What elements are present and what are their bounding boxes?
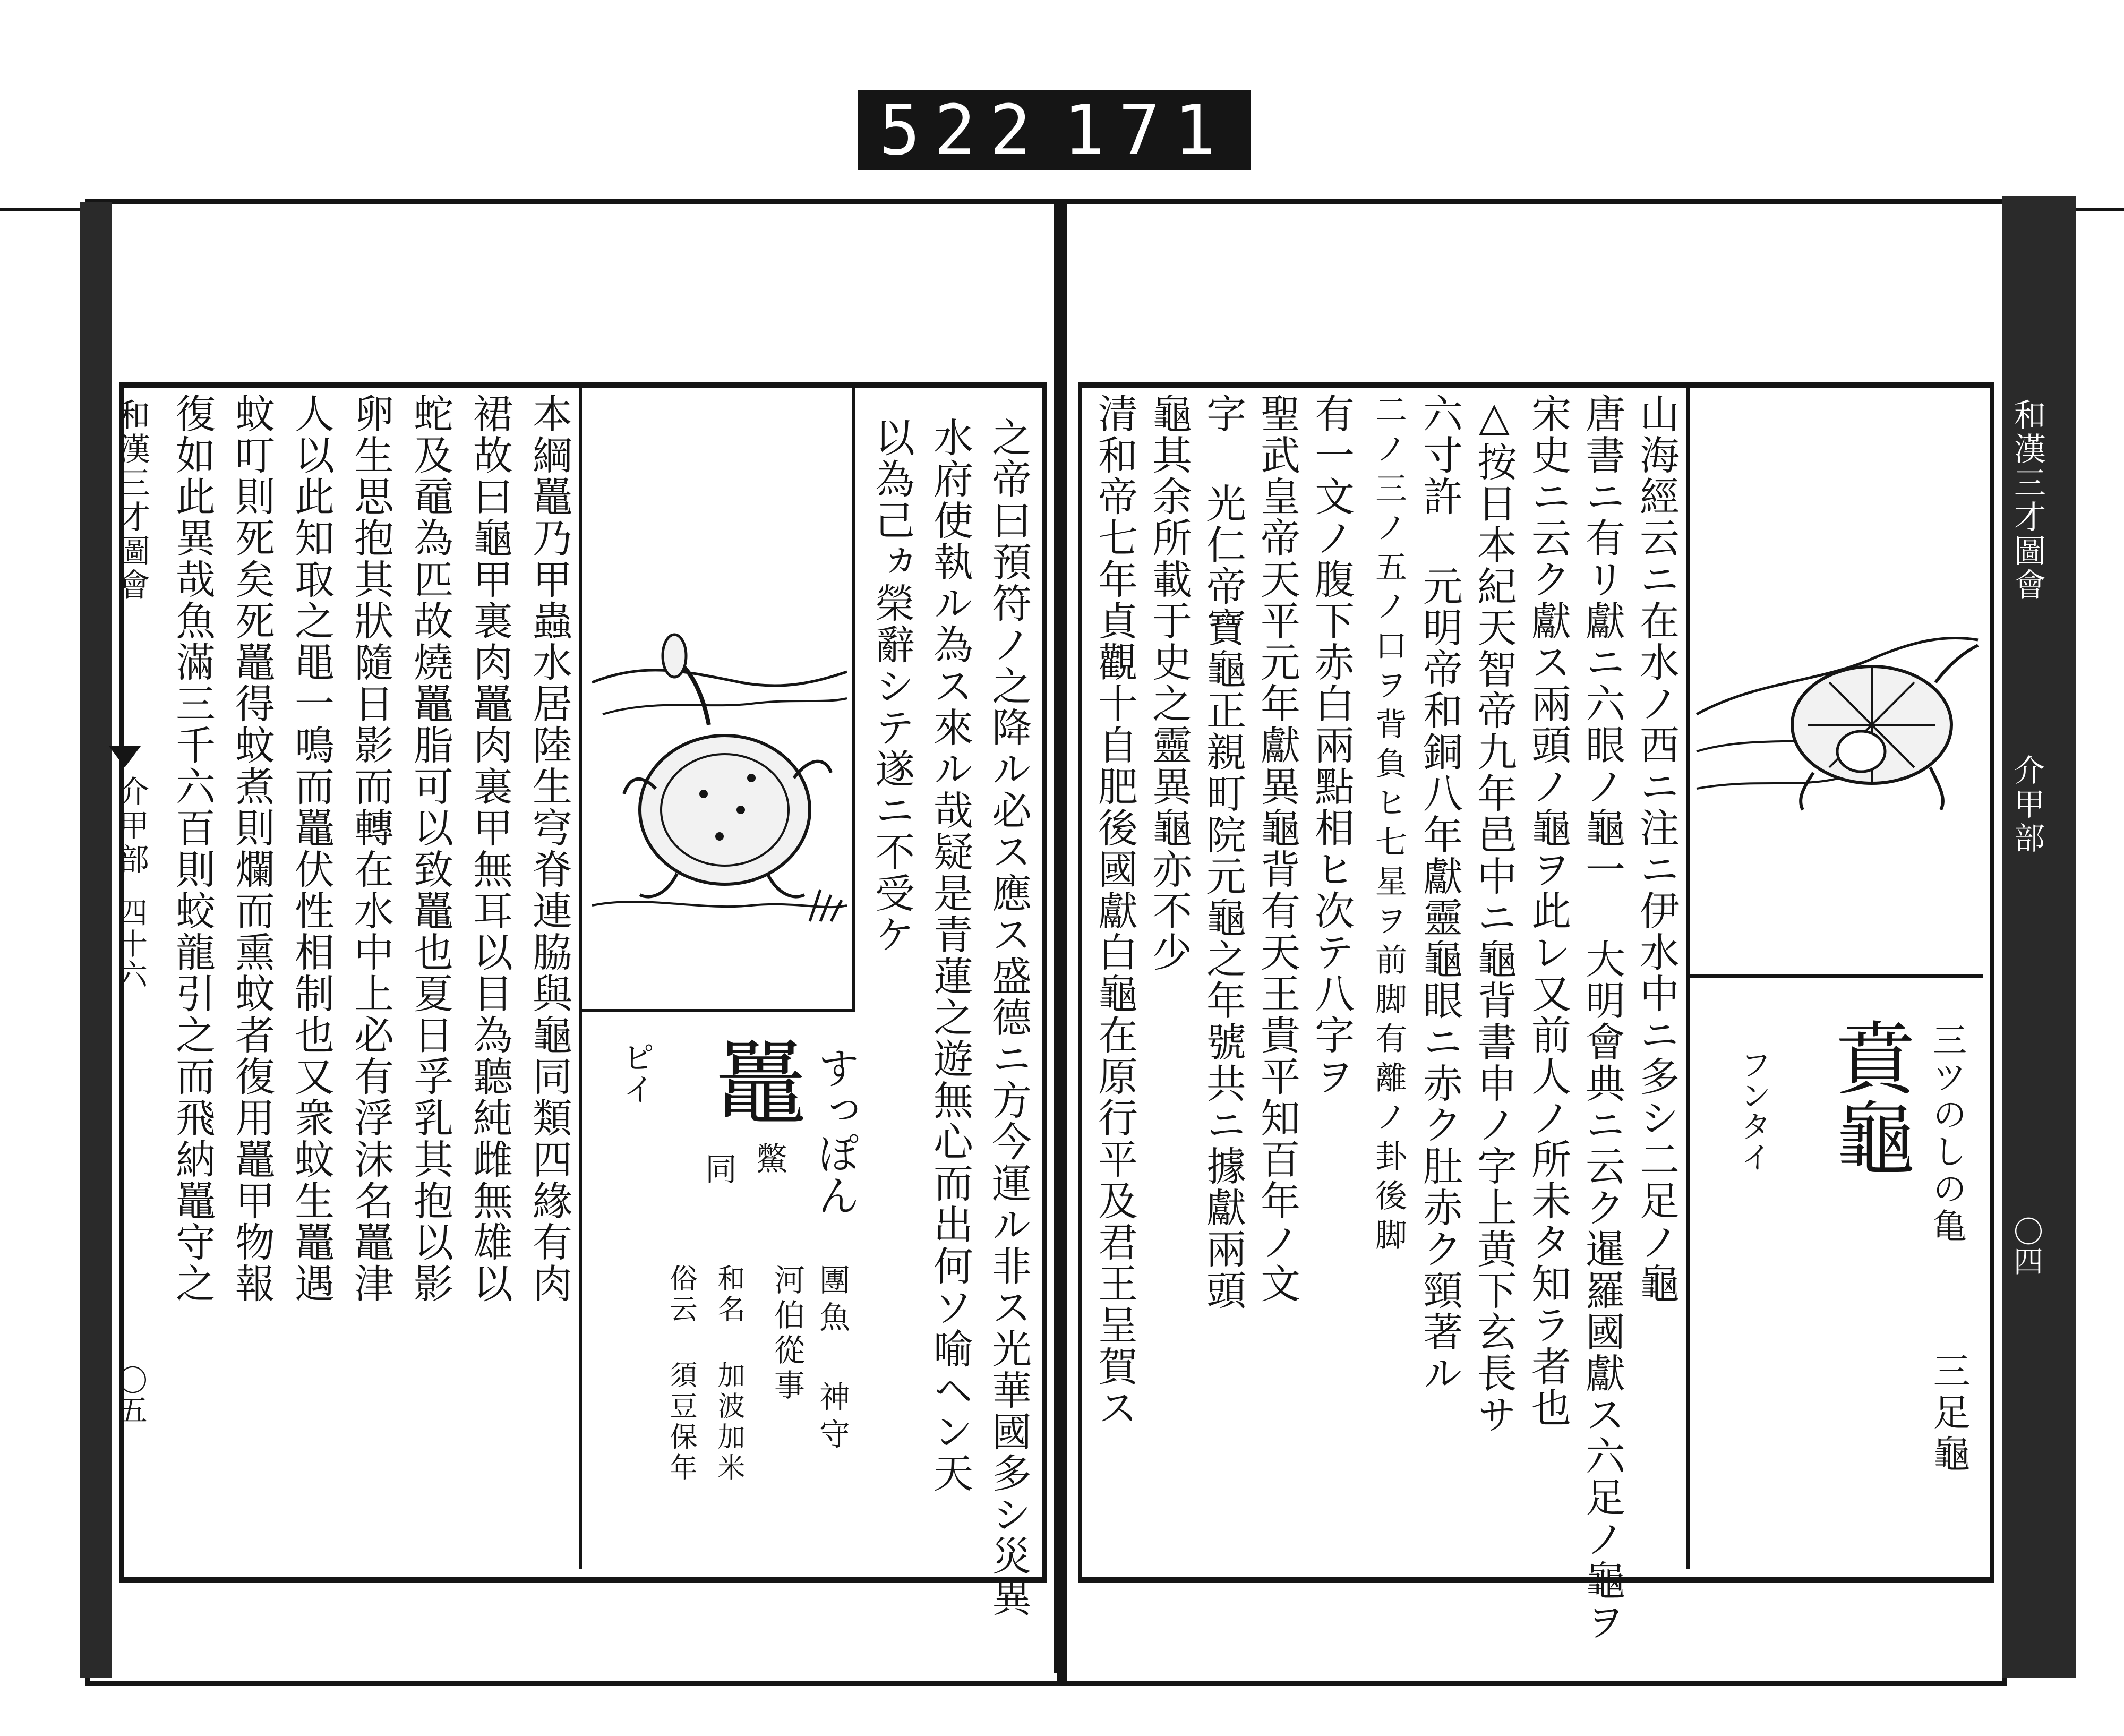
continuation-column: 之帝曰預符ノ之降ル必ス應ス盛德ニ方今運ル非ス光華國多シ災異 <box>986 417 1032 1618</box>
body-column: 本綱鼉乃甲蟲水居陸生穹脊連脇與龜同類四緣有肉 <box>526 393 573 1304</box>
left-heading-block <box>581 1014 860 1569</box>
alias-line: 俗云 須豆保年 <box>665 1264 697 1484</box>
body-column: 復如此異哉魚滿三千六百則蛟龍引之而飛納鼉守之 <box>169 393 216 1304</box>
heading-kana: 三ツのしの亀 <box>1927 1022 1966 1245</box>
body-column: 卵生思抱其狀隨日影而轉在水中上必有浮沫名鼉津 <box>348 393 395 1304</box>
body-column: 裙故曰龜甲裏肉鼉肉裏甲無耳以目為聽純雌無雄以 <box>467 393 513 1304</box>
heading-reading: フンタイ <box>1735 1049 1771 1172</box>
continuation-column: 以為己ヵ榮辭シテ遂ニ不受ケ <box>869 417 915 955</box>
body-column: 六寸許 元明帝和銅八年獻靈龜眼ニ赤ク肚赤ク頸著ル <box>1417 393 1463 1394</box>
body-column: 有一文ノ腹下赤白兩點相ヒ次テ八字ヲ <box>1308 393 1355 1097</box>
body-column: 宋史ニ云ク獻ス兩頭ノ龜ヲ此レ又前人ノ所未タ知ラ者也 <box>1525 393 1572 1429</box>
left-column-divider <box>852 385 855 1012</box>
alias-line: 團魚 神守 <box>814 1264 850 1455</box>
body-column: 蛇及黿為匹故燒鼉脂可以致鼉也夏日孚乳其抱以影 <box>407 393 454 1304</box>
left-margin-page-number: 四十六 <box>113 897 148 990</box>
body-column: 字 光仁帝寶龜正親町院元龜之年號共ニ據獻兩頭 <box>1200 393 1247 1311</box>
left-margin-title: 和漢三才圖會 <box>113 398 150 602</box>
heading-same: 同 <box>700 1152 737 1184</box>
left-illustration-bottom-rule <box>581 1009 855 1012</box>
left-body-divider <box>579 385 582 1569</box>
synonym: 三足龜 <box>1927 1352 1971 1476</box>
heading-character: 鼉 <box>700 1036 805 1126</box>
left-margin-section: 介甲部 <box>113 775 149 877</box>
heading-variant: 鱉 <box>750 1142 787 1174</box>
center-gutter <box>1054 202 1058 1673</box>
accession-stamp <box>858 90 1251 170</box>
right-body-block <box>1083 385 1683 1643</box>
softshell-turtle-drawing <box>581 385 850 1012</box>
alias-line: 河伯從事 <box>769 1264 805 1404</box>
body-column: 二ノ三ノ五ノ口ヲ背負ヒ七星ヲ前脚有離ノ卦後脚 <box>1370 393 1407 1258</box>
right-margin-title: 和漢三才圖會 <box>2009 398 2046 602</box>
heading-kana: すっぽん <box>810 1046 860 1216</box>
left-continuation-block <box>855 385 1035 1618</box>
heading-reading: ピイ <box>618 1041 655 1105</box>
right-body-divider <box>1686 385 1690 1569</box>
heading-character: 賁龜 <box>1822 1017 1914 1176</box>
right-heading-block <box>1689 980 1983 1569</box>
left-margin-folio: 〇五 <box>113 1365 148 1424</box>
alias-line: 和名 加波加米 <box>713 1264 744 1484</box>
left-body-block <box>159 385 576 1569</box>
body-column: 唐書ニ有リ獻ニ六眼ノ龜一 大明會典ニ云ク暹羅國獻ス六足ノ龜ヲ <box>1579 393 1626 1643</box>
left-margin-fishtail <box>109 746 141 767</box>
body-column: 山海經云ニ在水ノ西ニ注ニ伊水中ニ多シ二足ノ龜 <box>1633 393 1680 1304</box>
body-column: 蚊叮則死矣死鼉得蚊煮則爛而熏蚊者復用鼉甲物報 <box>229 393 276 1304</box>
stamp-right-number: 171 <box>1063 90 1229 170</box>
body-column: 清和帝七年貞觀十自肥後國獻白龜在原行平及君王呈賀ス <box>1092 393 1138 1429</box>
softshell-turtle-illustration <box>581 385 850 1012</box>
body-column: 龜其余所載于史之靈異龜亦不少 <box>1146 393 1193 973</box>
three-legged-turtle-illustration <box>1691 385 1981 974</box>
stamp-left-number: 522 <box>879 90 1045 170</box>
right-illustration-bottom-rule <box>1689 974 1983 978</box>
body-column: 聖武皇帝天平元年獻異龜背有天王貴平知百年ノ文 <box>1254 393 1301 1304</box>
continuation-column: 水府使執ル為ス來ル哉疑是青蓮之遊無心而出何ソ喻ヘン天 <box>927 417 974 1494</box>
left-page-edge <box>80 202 112 1678</box>
right-margin-folio: 〇四 <box>2009 1216 2043 1276</box>
turtle-drawing <box>1691 385 1981 974</box>
body-column: △按日本紀天智帝九年邑中ニ龜背書申ノ字上黄下玄長サ <box>1471 393 1518 1435</box>
right-margin-section: 介甲部 <box>2009 754 2045 856</box>
body-column: 人以此知取之黽一鳴而鼉伏性相制也又衆蚊生鼉遇 <box>288 393 335 1304</box>
